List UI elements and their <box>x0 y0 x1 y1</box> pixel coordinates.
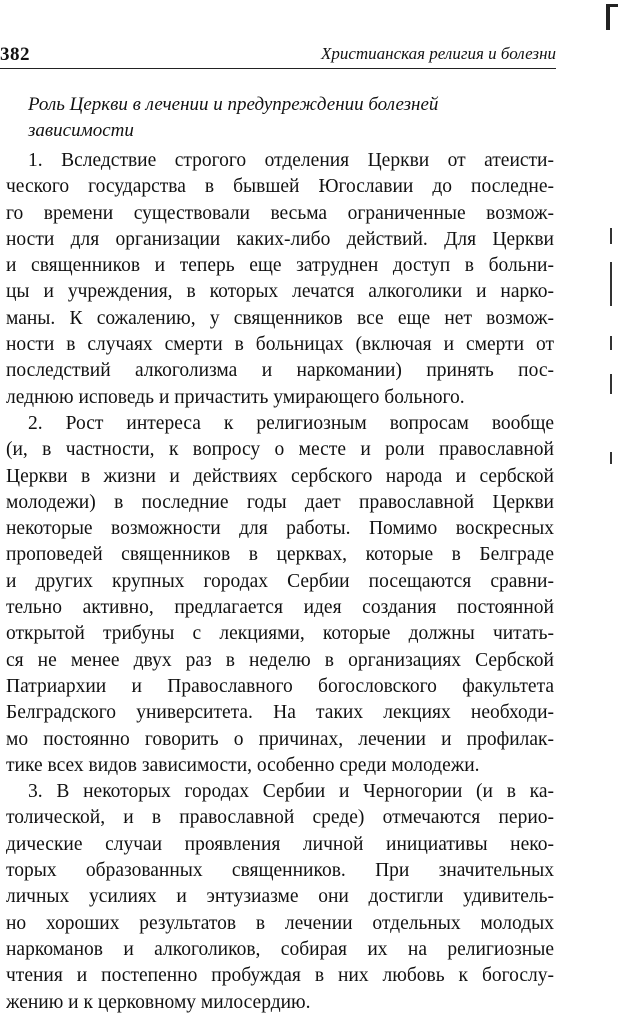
section-heading <box>28 92 548 144</box>
text-line: (и, в частности, к вопросу о месте и роли православной <box>6 439 554 461</box>
paragraph-3 <box>6 779 554 1016</box>
text-line: дические случаи проявления личной инициативы неко- <box>6 833 554 855</box>
section-heading-line: Роль Церкви в лечении и предупреждении болезней <box>28 94 439 115</box>
text-line: тике всех видов зависимости, особенно среди молодежи. <box>6 754 480 776</box>
text-line: Церкви в жизни и действиях сербского народа и сербской <box>6 465 554 487</box>
text-line: цы и учреждения, в которых лечатся алкоголики и нарко- <box>6 281 554 303</box>
text-line: толической, и в православной среде) отмечаются перио- <box>6 807 554 829</box>
margin-tick <box>610 228 612 244</box>
page-number: 382 <box>0 44 30 65</box>
text-line: жению и к церковному милосердию. <box>6 991 311 1013</box>
text-line: наркоманов и алкоголиков, собирая их на религиозные <box>6 938 554 960</box>
text-line: 3. В некоторых городах Сербии и Черногории (и в ка- <box>28 781 554 803</box>
text-line: Белградского университета. На таких лекциях необходи- <box>6 702 554 724</box>
text-line: тельно активно, предлагается идея создания постоянной <box>6 597 554 619</box>
running-header <box>0 44 556 69</box>
text-line: и священников и теперь еще затруднен доступ в больни- <box>6 255 554 277</box>
text-line: Патриархии и Православного богословского факультета <box>6 675 554 697</box>
margin-tick <box>610 336 612 350</box>
text-line: 1. Вследствие строгого отделения Церкви от атеисти- <box>28 150 554 171</box>
text-line: ности для организации каких-либо действий. Для Церкви <box>6 228 554 250</box>
corner-crop-mark <box>606 4 610 30</box>
text-line: но хороших результатов в лечении отдельных молодых <box>6 912 554 934</box>
text-line: некоторые возможности для работы. Помимо воскресных <box>6 518 554 540</box>
text-line: ческого государства в бывшей Югославии до последне- <box>6 176 554 198</box>
running-title: Христианская религия и болезни <box>320 44 556 63</box>
text-line: маны. К сожалению, у священников все еще нет возмож- <box>6 307 554 329</box>
margin-tick <box>610 262 612 306</box>
text-line: го времени существовали весьма ограниченные возмож- <box>6 202 554 224</box>
margin-tick <box>610 374 612 394</box>
text-line: последствий алкоголизма и наркомании) принять пос- <box>6 360 554 382</box>
text-line: торых образованных священников. При значительных <box>6 860 554 882</box>
margin-tick <box>610 452 612 464</box>
body-text <box>6 148 554 1016</box>
text-line: ся не менее двух раз в неделю в организациях Сербской <box>6 649 554 671</box>
paragraph-2 <box>6 411 554 779</box>
text-line: проповедей священников в церквах, которые в Белграде <box>6 544 554 566</box>
text-line: личных усилиях и энтузиазме они достигли удивитель- <box>6 886 554 908</box>
section-heading-line: зависимости <box>28 120 134 141</box>
paragraph-1 <box>6 148 554 411</box>
text-line: леднюю исповедь и причастить умирающего больного. <box>6 386 465 408</box>
text-line: и других крупных городах Сербии посещаются сравни- <box>6 570 554 592</box>
text-line: открытой трибуны с лекциями, которые должны читать- <box>6 623 554 645</box>
text-line: ности в случаях смерти в больницах (включая и смерти от <box>6 334 554 356</box>
text-line: 2. Рост интереса к религиозным вопросам вообще <box>28 412 554 434</box>
text-line: молодежи) в последние годы дает православной Церкви <box>6 491 554 513</box>
text-line: мо постоянно говорить о причинах, лечении и профилак- <box>6 728 554 750</box>
text-line: чтения и постепенно пробуждая в них любовь к богослу- <box>6 965 554 987</box>
